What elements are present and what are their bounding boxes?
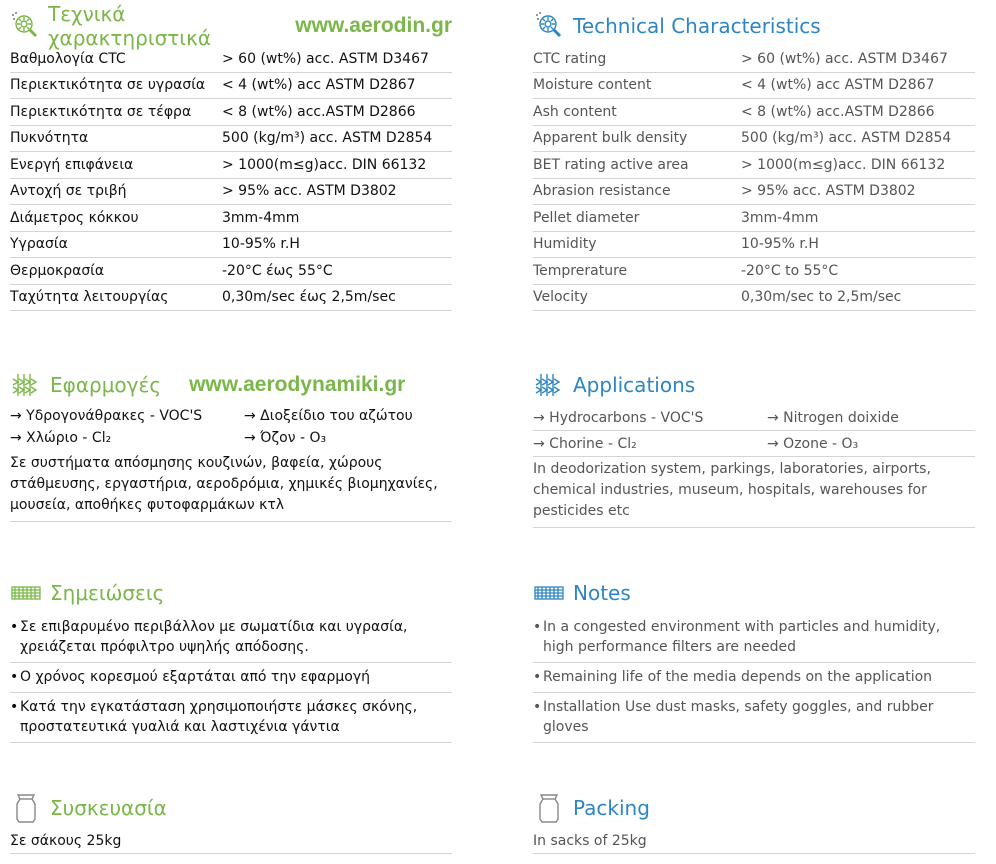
note-text: In a congested environment with particles and humidity, high performance filters are needed xyxy=(543,619,941,655)
spec-label: BET rating active area xyxy=(533,156,689,173)
spec-value: 10-95% r.H xyxy=(222,236,300,253)
spec-label: Ενεργή επιφάνεια xyxy=(10,156,134,173)
spec-label: Διάμετρος κόκκου xyxy=(10,209,139,226)
note-text: Κατά την εγκατάσταση χρησιμοποιήστε μάσκες σκόνης, προστατευτικά γυαλιά και λαστιχένια γάντια xyxy=(20,699,418,735)
spec-value: > 95% acc. ASTM D3802 xyxy=(222,183,397,200)
app-item: → Όζον - O₃ xyxy=(244,430,327,446)
spec-value: 500 (kg/m³) acc. ASTM D2854 xyxy=(741,130,952,147)
spec-label: Velocity xyxy=(533,289,588,306)
english-packing-title: Packing xyxy=(573,796,650,820)
spec-label: Αντοχή σε τριβή xyxy=(10,183,127,200)
spec-value: < 4 (wt%) acc ASTM D2867 xyxy=(222,77,416,94)
greek-packing-header xyxy=(10,788,452,828)
list-item xyxy=(10,405,452,427)
spec-label: Apparent bulk density xyxy=(533,130,688,147)
table-row xyxy=(10,179,452,206)
spec-value: 10-95% r.H xyxy=(741,236,819,253)
spec-label: Βαθμολογία CTC xyxy=(10,50,126,67)
spec-value: 3mm-4mm xyxy=(741,209,819,226)
greek-notes-header xyxy=(10,573,452,613)
list-item xyxy=(533,405,975,431)
filter-panel-icon xyxy=(533,578,565,608)
filter-waves-icon xyxy=(533,370,565,400)
spec-label: Moisture content xyxy=(533,77,652,94)
spec-label: Humidity xyxy=(533,236,597,253)
spec-value: 500 (kg/m³) acc. ASTM D2854 xyxy=(222,130,433,147)
spec-label: Ταχύτητα λειτουργίας xyxy=(10,289,169,306)
note-text: Σε επιβαρυμένο περιβάλλον με σωματίδια και υγρασία, χρειάζεται πρόφιλτρο υψηλής απόδοσης. xyxy=(20,619,408,655)
spec-label: CTC rating xyxy=(533,50,607,67)
table-row xyxy=(533,258,975,285)
spec-value: > 60 (wt%) acc. ASTM D3467 xyxy=(741,50,948,67)
greek-apps-title: Εφαρμογές xyxy=(50,373,162,397)
table-row xyxy=(10,99,452,126)
list-item xyxy=(533,663,975,693)
table-row xyxy=(533,152,975,179)
spec-value: 3mm-4mm xyxy=(222,209,300,226)
list-item xyxy=(10,663,452,693)
list-item xyxy=(533,693,975,743)
table-row xyxy=(10,46,452,73)
note-text: Remaining life of the media depends on the application xyxy=(543,669,933,685)
aerodin-url: www.aerodin.gr xyxy=(295,14,452,37)
table-row xyxy=(533,179,975,206)
app-item: → Υδρογονάθρακες - VOC'S xyxy=(10,408,203,424)
app-item: → Hydrocarbons - VOC'S xyxy=(533,409,704,426)
table-row xyxy=(533,73,975,100)
spec-value: -20°C to 55°C xyxy=(741,262,839,279)
greek-tech-header xyxy=(10,2,452,50)
greek-packing-text: Σε σάκους 25kg xyxy=(10,828,452,854)
english-tech-title: Technical Characteristics xyxy=(573,14,821,38)
table-row xyxy=(10,126,452,153)
spec-value: < 8 (wt%) acc.ASTM D2866 xyxy=(741,103,935,120)
spec-value: < 4 (wt%) acc ASTM D2867 xyxy=(741,77,935,94)
greek-apps-header xyxy=(10,365,452,405)
greek-tech-table xyxy=(10,46,452,311)
app-item: → Nitrogen doixide xyxy=(767,409,899,426)
greek-tech-section xyxy=(10,2,452,311)
bullet: • xyxy=(10,619,19,635)
english-tech-header xyxy=(533,6,975,46)
table-row xyxy=(533,99,975,126)
spec-value: -20°C έως 55°C xyxy=(222,262,333,279)
table-row xyxy=(10,285,452,312)
app-item: → Διοξείδιο του αζώτου xyxy=(244,408,413,424)
list-item xyxy=(533,613,975,663)
spec-label: Temprerature xyxy=(533,262,628,279)
greek-apps-description: Σε συστήματα απόσμησης κουζινών, βαφεία, χώρους στάθμευσης, εργαστήρια, αεροδρόμια, χημικές βιομηχανίες, μουσεία, αποθήκες φυτοφαρμάκων κτλ xyxy=(10,449,452,522)
table-row xyxy=(10,73,452,100)
spec-value: < 8 (wt%) acc.ASTM D2866 xyxy=(222,103,416,120)
english-tech-table xyxy=(533,46,975,311)
sack-icon xyxy=(533,793,565,823)
bullet: • xyxy=(10,669,19,685)
spec-value: 0,30m/sec έως 2,5m/sec xyxy=(222,289,396,306)
bullet: • xyxy=(10,699,19,715)
bullet: • xyxy=(533,669,542,685)
list-item xyxy=(10,427,452,449)
english-apps-description: In deodorization system, parkings, laboratories, airports, chemical industries, museum, hospitals, warehouses for pesticides etc xyxy=(533,457,975,528)
greek-apps-section xyxy=(10,365,452,522)
table-row xyxy=(10,258,452,285)
english-notes-section xyxy=(533,573,975,743)
english-packing-section xyxy=(533,788,975,854)
note-text: Installation Use dust masks, safety goggles, and rubber gloves xyxy=(543,699,934,735)
magnifier-gear-icon xyxy=(10,11,40,41)
bullet: • xyxy=(533,699,542,715)
spec-label: Ash content xyxy=(533,103,617,120)
greek-notes-section xyxy=(10,573,452,743)
note-text: Ο χρόνος κορεσμού εξαρτάται από την εφαρμογή xyxy=(20,669,371,685)
list-item xyxy=(10,693,452,743)
spec-label: Περιεκτικότητα σε υγρασία xyxy=(10,77,206,94)
greek-packing-title: Συσκευασία xyxy=(50,796,167,820)
filter-panel-icon xyxy=(10,578,42,608)
table-row xyxy=(10,152,452,179)
spec-label: Υγρασία xyxy=(10,236,68,253)
english-apps-section xyxy=(533,365,975,528)
spec-value: > 60 (wt%) acc. ASTM D3467 xyxy=(222,50,429,67)
spec-label: Abrasion resistance xyxy=(533,183,671,200)
table-row xyxy=(10,232,452,259)
list-item xyxy=(533,431,975,457)
app-item: → Ozone - O₃ xyxy=(767,435,859,452)
english-packing-text: In sacks of 25kg xyxy=(533,828,975,854)
table-row xyxy=(533,126,975,153)
english-notes-title: Notes xyxy=(573,581,631,605)
spec-value: > 1000(m≤g)acc. DIN 66132 xyxy=(741,156,946,173)
greek-tech-title: Τεχνικά χαρακτηριστικά xyxy=(48,2,212,50)
table-row xyxy=(533,232,975,259)
english-packing-header xyxy=(533,788,975,828)
spec-label: Πυκνότητα xyxy=(10,130,89,147)
greek-notes-title: Σημειώσεις xyxy=(50,581,165,605)
spec-label: Pellet diameter xyxy=(533,209,640,226)
table-row xyxy=(10,205,452,232)
filter-waves-icon xyxy=(10,370,42,400)
list-item xyxy=(10,613,452,663)
app-item: → Chorine - Cl₂ xyxy=(533,435,637,452)
table-row xyxy=(533,205,975,232)
spec-label: Θερμοκρασία xyxy=(10,262,105,279)
table-row xyxy=(533,46,975,73)
table-row xyxy=(533,285,975,312)
english-apps-header xyxy=(533,365,975,405)
spec-value: > 1000(m≤g)acc. DIN 66132 xyxy=(222,156,427,173)
aerodynamiki-url: www.aerodynamiki.gr xyxy=(189,373,406,396)
spec-value: 0,30m/sec to 2,5m/sec xyxy=(741,289,902,306)
greek-packing-section xyxy=(10,788,452,854)
english-tech-section xyxy=(533,6,975,311)
app-item: → Χλώριο - Cl₂ xyxy=(10,430,112,446)
spec-label: Περιεκτικότητα σε τέφρα xyxy=(10,103,192,120)
english-apps-title: Applications xyxy=(573,373,696,397)
sack-icon xyxy=(10,793,42,823)
bullet: • xyxy=(533,619,542,635)
english-notes-header xyxy=(533,573,975,613)
magnifier-gear-icon xyxy=(533,11,565,41)
spec-value: > 95% acc. ASTM D3802 xyxy=(741,183,916,200)
